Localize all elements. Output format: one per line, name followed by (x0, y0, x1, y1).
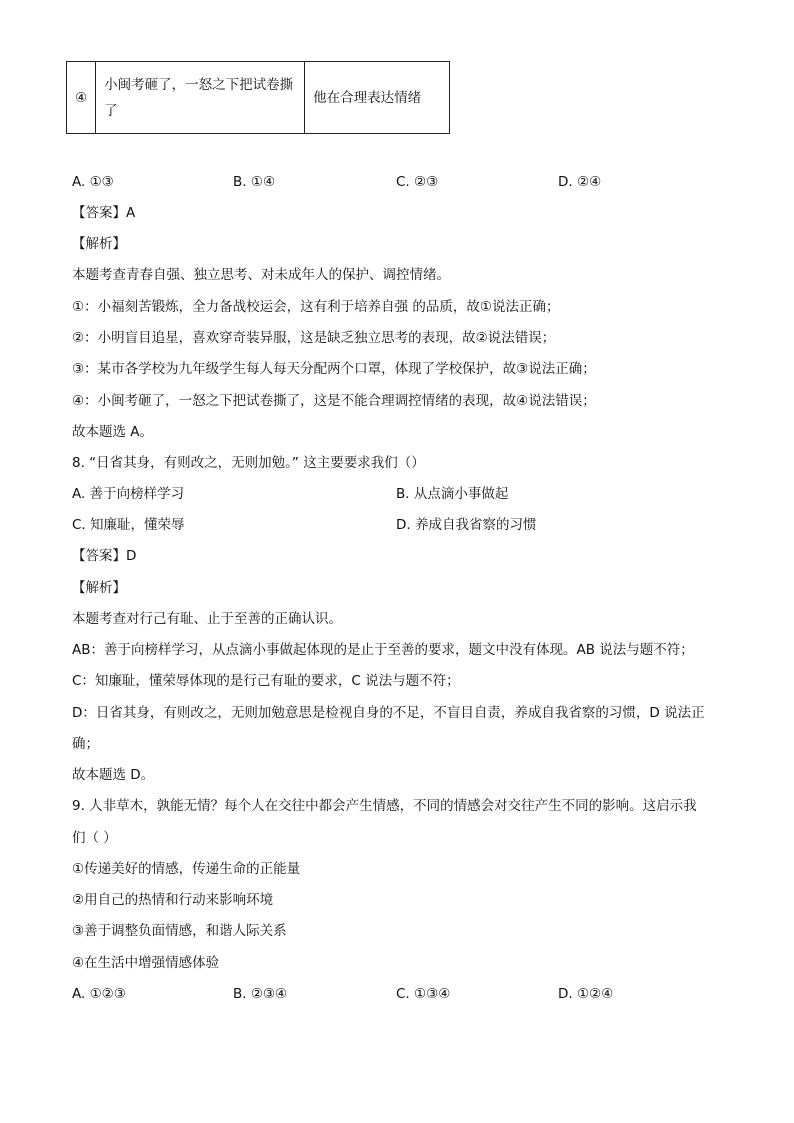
q9-stem-continued: 们（ ） (72, 830, 117, 846)
q9-option-b: B. ②③④ (233, 986, 288, 1002)
q7-option-d: D. ②④ (558, 174, 602, 190)
q7-option-c: C. ②③ (396, 174, 439, 190)
q8-option-b: B. 从点滴小事做起 (396, 486, 509, 502)
q8-stem: 8. “日省其身，有则改之，无则加勉。” 这主要要求我们（） (72, 455, 425, 471)
q8-answer: 【答案】D (72, 548, 137, 564)
q8-analysis-line: C：知廉耻，懂荣辱体现的是行己有耻的要求，C 说法与题不符； (72, 673, 460, 689)
q9-item: ④在生活中增强情感体验 (72, 955, 220, 971)
q7-analysis-line: 故本题选 A。 (72, 424, 154, 440)
q7-analysis-line: 本题考查青春自强、独立思考、对未成年人的保护、调控情绪。 (72, 267, 450, 283)
q7-answer: 【答案】A (72, 205, 136, 221)
q7-analysis-line: ④：小闽考砸了，一怒之下把试卷撕了，这是不能合理调控情绪的表现，故④说法错误； (72, 393, 596, 409)
q8-analysis-line: AB：善于向榜样学习，从点滴小事做起体现的是止于至善的要求，题文中没有体现。AB 说法与题不符； (72, 642, 694, 658)
q8-analysis-line: 确； (72, 736, 99, 752)
q9-stem: 9. 人非草木，孰能无情？每个人在交往中都会产生情感，不同的情感会对交往产生不同的影响。这启示我 (72, 798, 697, 814)
q9-item: ③善于调整负面情感，和谐人际关系 (72, 923, 287, 939)
q8-option-d: D. 养成自我省察的习惯 (396, 517, 537, 533)
q8-option-c: C. 知廉耻，懂荣辱 (72, 517, 185, 533)
q9-option-d: D. ①②④ (558, 986, 614, 1002)
q8-analysis-label: 【解析】 (72, 580, 126, 596)
answer-table (66, 61, 450, 134)
q7-analysis-line: ②：小明盲目追星，喜欢穿奇装异服，这是缺乏独立思考的表现，故②说法错误； (72, 330, 556, 346)
q9-option-a: A. ①②③ (72, 986, 126, 1002)
q7-analysis-line: ③：某市各学校为九年级学生每人每天分配两个口罩，体现了学校保护，故③说法正确； (72, 361, 596, 377)
table-row (67, 62, 450, 134)
q8-analysis-line: 本题考查对行己有耻、止于至善的正确认识。 (72, 611, 342, 627)
q8-analysis-line: 故本题选 D。 (72, 767, 155, 783)
q7-analysis-label: 【解析】 (72, 236, 126, 252)
q9-item: ①传递美好的情感，传递生命的正能量 (72, 861, 301, 877)
q7-analysis-line: ①：小福刻苦锻炼，全力备战校运会，这有利于培养自强 的品质，故①说法正确； (72, 299, 560, 315)
q7-option-a: A. ①③ (72, 174, 114, 190)
q9-option-c: C. ①③④ (396, 986, 451, 1002)
q9-item: ②用自己的热情和行动来影响环境 (72, 892, 274, 908)
q8-option-a: A. 善于向榜样学习 (72, 486, 185, 502)
row-judgment: 他在合理表达情绪 (305, 62, 450, 134)
q8-analysis-line: D：日省其身，有则改之，无则加勉意思是检视自身的不足，不盲目自责，养成自我省察的习惯，D 说法正 (72, 705, 705, 721)
q7-option-b: B. ①④ (233, 174, 276, 190)
row-scenario: 小闽考砸了，一怒之下把试卷撕了 (96, 62, 305, 134)
row-number: ④ (67, 62, 96, 134)
